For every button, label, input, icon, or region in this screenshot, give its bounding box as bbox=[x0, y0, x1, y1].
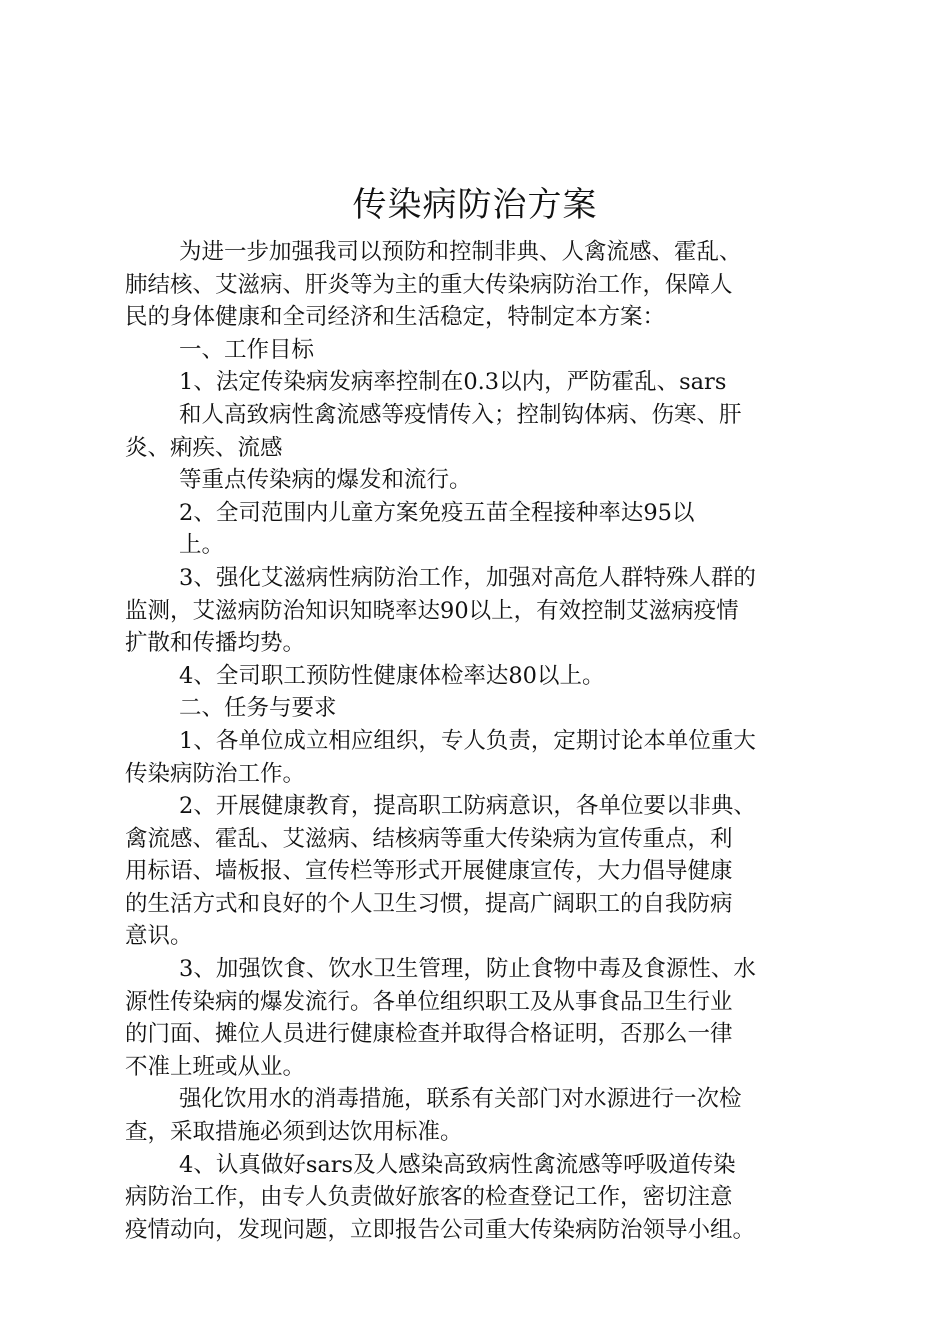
document-title: 传染病防治方案 bbox=[352, 185, 598, 225]
paragraph-line: 1、各单位成立相应组织，专人负责，定期讨论本单位重大 bbox=[179, 727, 756, 754]
paragraph-line: 扩散和传播均势。 bbox=[125, 630, 306, 657]
paragraph-line: 2、全司范围内儿童方案免疫五苗全程接种率达95以 bbox=[179, 499, 695, 526]
paragraph-line: 3、加强饮食、饮水卫生管理，防止食物中毒及食源性、水 bbox=[179, 956, 756, 983]
paragraph-line: 上。 bbox=[179, 532, 225, 559]
paragraph-line: 为进一步加强我司以预防和控制非典、人禽流感、霍乱、 bbox=[179, 239, 742, 265]
paragraph-line: 4、全司职工预防性健康体检率达80以上。 bbox=[179, 662, 605, 689]
paragraph-line: 4、认真做好sars及人感染高致病性禽流感等呼吸道传染 bbox=[179, 1151, 736, 1178]
paragraph-line: 监测，艾滋病防治知识知晓率达90以上，有效控制艾滋病疫情 bbox=[125, 597, 739, 624]
paragraph-line: 禽流感、霍乱、艾滋病、结核病等重大传染病为宣传重点，利 bbox=[125, 825, 733, 852]
paragraph-line: 炎、痢疾、流感 bbox=[125, 434, 283, 461]
paragraph-line: 意识。 bbox=[125, 923, 193, 950]
paragraph-line: 的生活方式和良好的个人卫生习惯，提高广阔职工的自我防病 bbox=[125, 890, 733, 917]
section-heading: 一、工作目标 bbox=[179, 336, 315, 363]
paragraph-line: 和人高致病性禽流感等疫情传入；控制钩体病、伤寒、肝 bbox=[179, 401, 742, 428]
paragraph-line: 查，采取措施必须到达饮用标准。 bbox=[125, 1119, 463, 1146]
paragraph-line: 用标语、墙板报、宣传栏等形式开展健康宣传，大力倡导健康 bbox=[125, 858, 733, 885]
paragraph-line: 等重点传染病的爆发和流行。 bbox=[179, 467, 472, 494]
paragraph-line: 1、法定传染病发病率控制在0.3以内，严防霍乱、sars bbox=[179, 369, 727, 396]
paragraph-line: 2、开展健康教育，提高职工防病意识，各单位要以非典、 bbox=[179, 793, 756, 820]
document-body bbox=[125, 236, 835, 1246]
paragraph-line: 民的身体健康和全司经济和生活稳定，特制定本方案： bbox=[125, 304, 666, 331]
paragraph-line: 的门面、摊位人员进行健康检查并取得合格证明，否那么一律 bbox=[125, 1021, 733, 1048]
paragraph-line: 疫情动向，发现问题，立即报告公司重大传染病防治领导小组。 bbox=[125, 1216, 756, 1243]
section-heading: 二、任务与要求 bbox=[179, 695, 337, 722]
paragraph-line: 病防治工作，由专人负责做好旅客的检查登记工作，密切注意 bbox=[125, 1184, 733, 1211]
paragraph-line: 不准上班或从业。 bbox=[125, 1053, 306, 1080]
paragraph-line: 源性传染病的爆发流行。各单位组织职工及从事食品卫生行业 bbox=[125, 988, 733, 1015]
paragraph-line: 强化饮用水的消毒措施，联系有关部门对水源进行一次检 bbox=[179, 1086, 742, 1113]
paragraph-line: 传染病防治工作。 bbox=[125, 760, 306, 787]
paragraph-line: 3、强化艾滋病性病防治工作，加强对高危人群特殊人群的 bbox=[179, 564, 756, 591]
paragraph-line: 肺结核、艾滋病、肝炎等为主的重大传染病防治工作，保障人 bbox=[125, 271, 733, 298]
